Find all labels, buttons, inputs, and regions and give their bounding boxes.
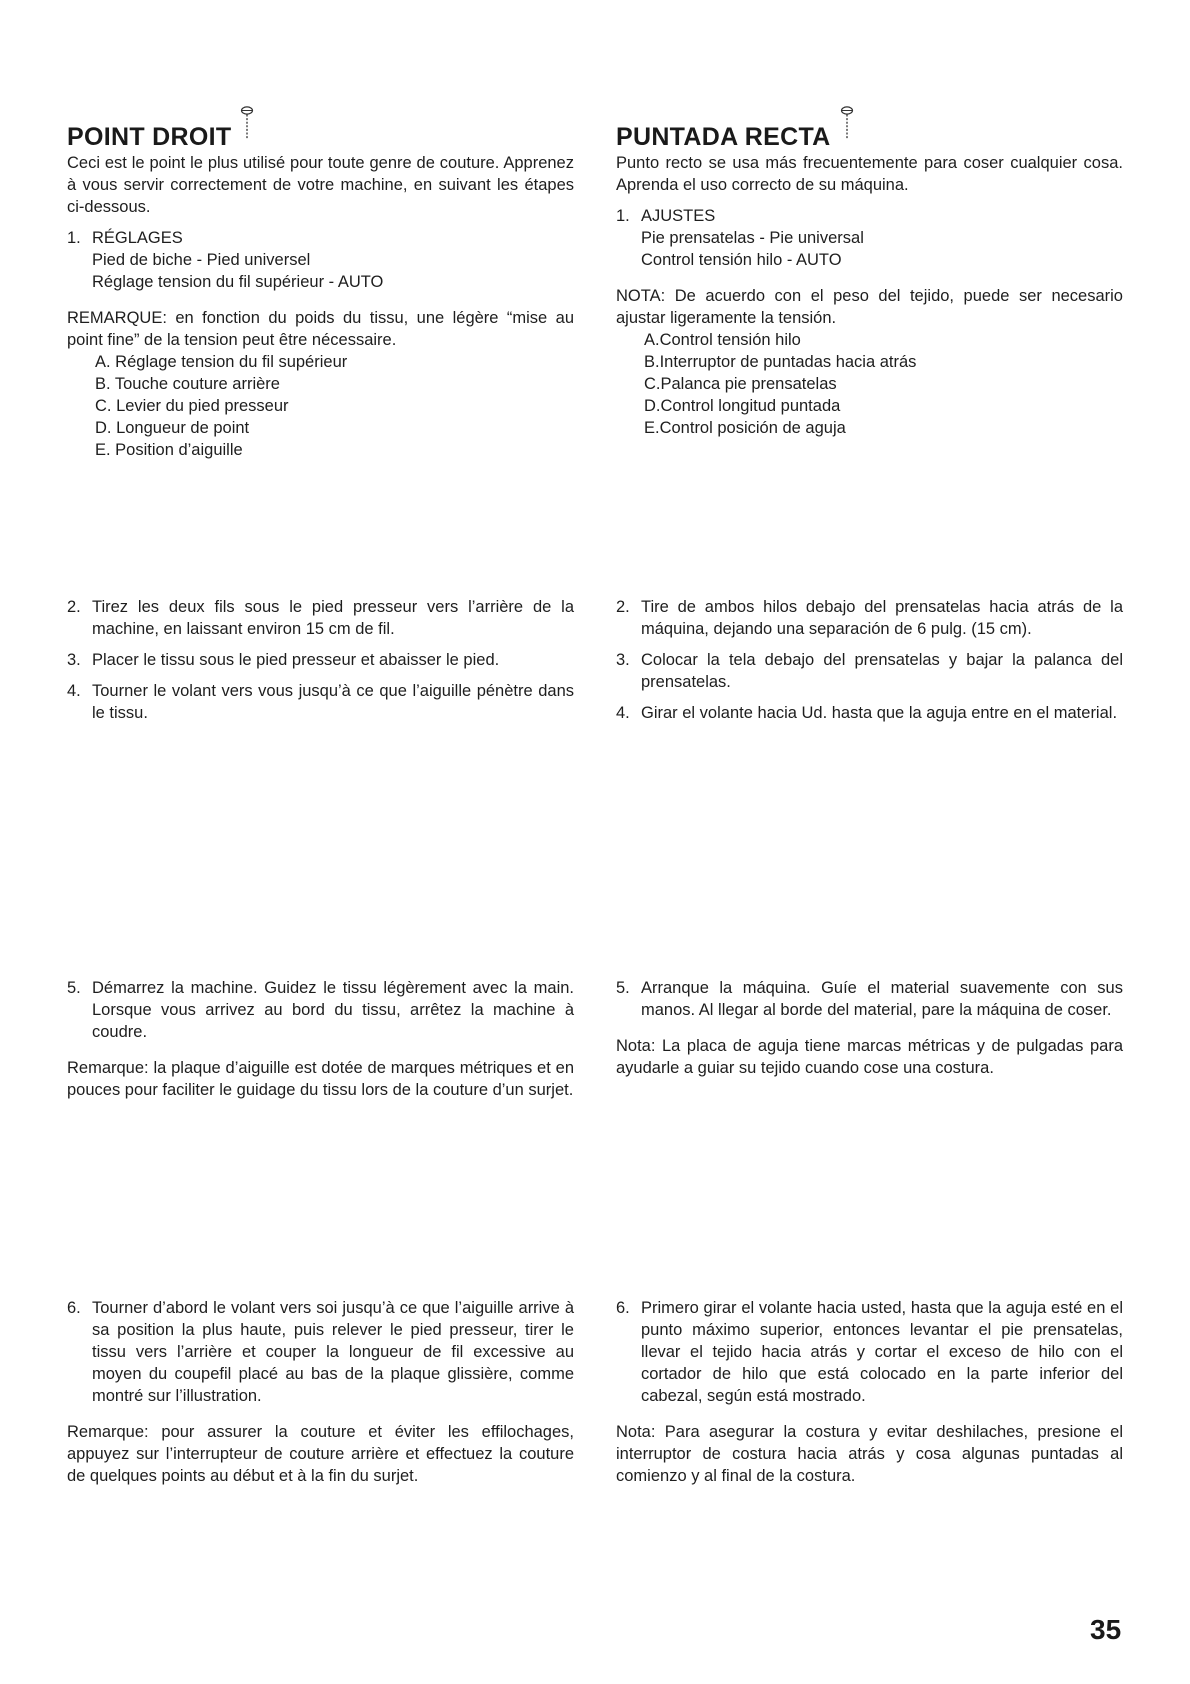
fr-step-text: Tirez les deux fils sous le pied presseur vers l’arrière de la machine, en laissant environ 15 cm de fil. [92,598,574,638]
page-number: 35 [1090,1614,1122,1645]
fr-settings [67,227,574,293]
es-title: PUNTADA RECTA [616,122,1123,152]
fr-step-number: 5. [67,979,81,997]
es-step-2 [616,596,1123,640]
es-section-2 [616,596,1123,724]
es-step-4 [616,702,1123,724]
fr-legend-item: A. Réglage tension du fil supérieur [95,353,348,371]
fr-step-5 [67,977,574,1043]
es-settings-line: Control tensión hilo - AUTO [641,251,842,269]
fr-legend-item: C. Levier du pied presseur [95,397,289,415]
es-legend [616,329,1123,439]
presser-foot-icon [839,106,855,147]
es-legend-item: C.Palanca pie prensatelas [644,375,837,393]
fr-settings-number: 1. [67,229,81,247]
fr-section-3 [67,977,574,1101]
es-intro: Punto recto se usa más frecuentemente para coser cualquier cosa. Aprenda el uso correcto de su máquina. [616,154,1123,194]
fr-step-text: Tourner le volant vers vous jusqu’à ce que l’aiguille pénètre dans le tissu. [92,682,574,722]
fr-step-4 [67,680,574,724]
es-step-text: Arranque la máquina. Guíe el material suavemente con sus manos. Al llegar al borde del material, pare la máquina de coser. [641,979,1123,1019]
es-legend-item: B.Interruptor de puntadas hacia atrás [644,353,917,371]
fr-note-tension: REMARQUE: en fonction du poids du tissu, une légère “mise au point fine” de la tension peut être nécessaire. [67,309,574,349]
presser-foot-icon [239,106,255,147]
fr-settings-heading: RÉGLAGES [92,229,183,247]
es-legend-item: E.Control posición de aguja [644,419,846,437]
es-note-tension: NOTA: De acuerdo con el peso del tejido, puede ser necesario ajustar ligeramente la tensión. [616,287,1123,327]
es-step-number: 4. [616,704,630,722]
fr-step-number: 2. [67,598,81,616]
fr-legend-item: B. Touche couture arrière [95,375,280,393]
es-step-number: 6. [616,1299,630,1317]
es-settings-heading: AJUSTES [641,207,716,225]
fr-section-1 [67,122,574,461]
fr-step-3 [67,649,574,671]
es-step-text: Girar el volante hacia Ud. hasta que la aguja entre en el material. [641,704,1118,722]
es-settings [616,205,1123,271]
es-step-number: 2. [616,598,630,616]
es-step-number: 3. [616,651,630,669]
fr-legend-item: E. Position d’aiguille [95,441,243,459]
es-step-5 [616,977,1123,1021]
fr-title: POINT DROIT [67,122,574,152]
fr-note-reverse: Remarque: pour assurer la couture et éviter les effilochages, appuyez sur l’interrupteur de couture arrière et effectuez la couture de quelques points au début et à la fin du surjet. [67,1423,574,1485]
fr-section-4 [67,1297,574,1487]
fr-note-plate: Remarque: la plaque d’aiguille est dotée de marques métriques et en pouces pour faciliter le guidage du tissu lors de la couture d’un surjet. [67,1059,574,1099]
fr-step-6 [67,1297,574,1407]
es-step-text: Colocar la tela debajo del prensatelas y bajar la palanca del prensatelas. [641,651,1123,691]
es-legend-item: D.Control longitud puntada [644,397,841,415]
es-settings-number: 1. [616,207,630,225]
fr-intro: Ceci est le point le plus utilisé pour toute genre de couture. Apprenez à vous servir correctement de votre machine, en suivant les étapes ci-dessous. [67,154,574,216]
fr-legend-item: D. Longueur de point [95,419,250,437]
es-step-3 [616,649,1123,693]
es-step-6 [616,1297,1123,1407]
fr-step-2 [67,596,574,640]
es-section-4 [616,1297,1123,1487]
fr-step-text: Placer le tissu sous le pied presseur et abaisser le pied. [92,651,500,669]
fr-step-number: 6. [67,1299,81,1317]
fr-legend [67,351,574,461]
es-step-text: Primero girar el volante hacia usted, hasta que la aguja esté en el punto máximo superior, entonces levantar el pie prensatelas, llevar el tejido hacia atrás y cortar el exceso de hilo con el cortador de hilo que está colocado en la parte inferior del cabezal, según está mostrado. [641,1299,1123,1405]
fr-settings-line: Réglage tension du fil supérieur - AUTO [92,273,384,291]
es-settings-line: Pie prensatelas - Pie universal [641,229,864,247]
fr-step-text: Démarrez la machine. Guidez le tissu légèrement avec la main. Lorsque vous arrivez au bord du tissu, arrêtez la machine à coudre. [92,979,574,1041]
es-step-text: Tire de ambos hilos debajo del prensatelas hacia atrás de la máquina, dejando una separación de 6 pulg. (15 cm). [641,598,1123,638]
fr-step-number: 4. [67,682,81,700]
es-note-plate: Nota: La placa de aguja tiene marcas métricas y de pulgadas para ayudarle a guiar su tejido cuando cose una costura. [616,1037,1123,1077]
fr-step-text: Tourner d’abord le volant vers soi jusqu’à ce que l’aiguille arrive à sa position la plus haute, puis relever le pied presseur, tirer le tissu vers l’arrière et couper la longueur de fil excessive au moyen du coupefil placé au bas de la plaque glissière, comme montré sur l’illustration. [92,1299,574,1405]
fr-settings-line: Pied de biche - Pied universel [92,251,311,269]
fr-step-number: 3. [67,651,81,669]
es-note-reverse: Nota: Para asegurar la costura y evitar deshilaches, presione el interruptor de costura hacia atrás y cosa algunas puntadas al comienzo y al final de la costura. [616,1423,1123,1485]
es-legend-item: A.Control tensión hilo [644,331,801,349]
fr-section-2 [67,596,574,724]
es-step-number: 5. [616,979,630,997]
es-section-1 [616,122,1123,439]
es-section-3 [616,977,1123,1079]
